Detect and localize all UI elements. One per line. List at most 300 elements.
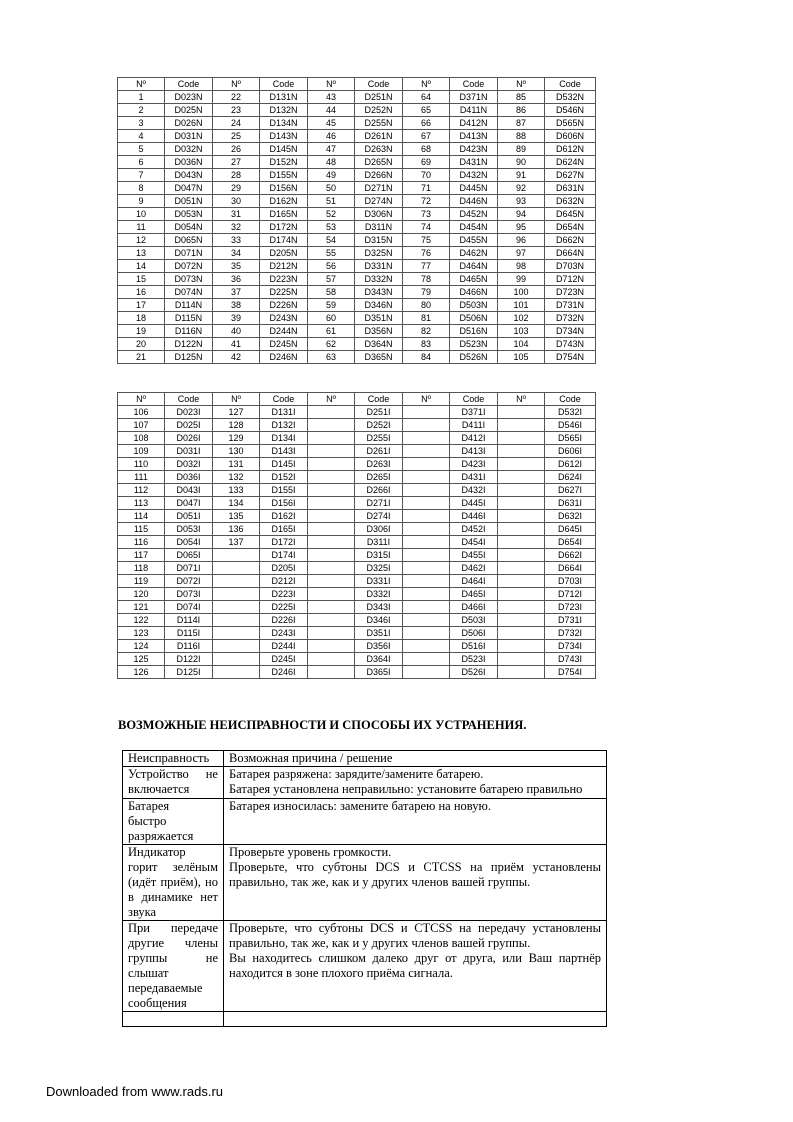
troubleshooting-empty-row xyxy=(123,1012,607,1027)
channel-number-cell: 116 xyxy=(118,536,165,549)
code-table-row xyxy=(118,273,596,286)
channel-number-cell: 34 xyxy=(213,247,260,260)
channel-number-cell: 21 xyxy=(118,351,165,364)
code-cell: D612I xyxy=(545,458,596,471)
channel-number-cell: 23 xyxy=(213,104,260,117)
channel-number-cell: 72 xyxy=(403,195,450,208)
channel-number-cell: 12 xyxy=(118,234,165,247)
channel-number-cell: 88 xyxy=(498,130,545,143)
code-cell: D134I xyxy=(260,432,308,445)
channel-number-cell xyxy=(498,471,545,484)
channel-number-cell: 5 xyxy=(118,143,165,156)
code-cell: D731N xyxy=(545,299,596,312)
number-header: Nº xyxy=(403,78,450,91)
code-cell: D122N xyxy=(165,338,213,351)
code-cell: D205I xyxy=(260,562,308,575)
channel-number-cell: 126 xyxy=(118,666,165,679)
code-header: Code xyxy=(165,393,213,406)
code-cell: D506N xyxy=(450,312,498,325)
code-cell: D274N xyxy=(355,195,403,208)
code-cell: D664I xyxy=(545,562,596,575)
code-table-row xyxy=(118,549,596,562)
channel-number-cell xyxy=(498,653,545,666)
code-table-row xyxy=(118,458,596,471)
empty-cell xyxy=(123,1012,224,1027)
channel-number-cell: 77 xyxy=(403,260,450,273)
code-table-row xyxy=(118,91,596,104)
troubleshooting-table xyxy=(122,750,607,1027)
channel-number-cell xyxy=(213,653,260,666)
code-cell: D023N xyxy=(165,91,213,104)
code-cell: D054I xyxy=(165,536,213,549)
code-table-row xyxy=(118,666,596,679)
code-cell: D025N xyxy=(165,104,213,117)
code-cell: D732N xyxy=(545,312,596,325)
code-table-row xyxy=(118,156,596,169)
code-cell: D431I xyxy=(450,471,498,484)
code-cell: D047N xyxy=(165,182,213,195)
channel-number-cell: 9 xyxy=(118,195,165,208)
code-cell: D462N xyxy=(450,247,498,260)
code-cell: D365I xyxy=(355,666,403,679)
code-header: Code xyxy=(450,393,498,406)
channel-number-cell: 60 xyxy=(308,312,355,325)
code-cell: D122I xyxy=(165,653,213,666)
channel-number-cell: 98 xyxy=(498,260,545,273)
code-cell: D346N xyxy=(355,299,403,312)
channel-number-cell xyxy=(308,666,355,679)
code-cell: D523N xyxy=(450,338,498,351)
channel-number-cell: 70 xyxy=(403,169,450,182)
code-cell: D532I xyxy=(545,406,596,419)
channel-number-cell: 16 xyxy=(118,286,165,299)
code-cell: D343N xyxy=(355,286,403,299)
code-cell: D445I xyxy=(450,497,498,510)
solution-text: Вы находитесь слишком далеко друг от друга, или Ваш партнёр находится в зоне плохого приёма сигнала. xyxy=(229,951,601,980)
code-cell: D152I xyxy=(260,471,308,484)
code-table-row xyxy=(118,351,596,364)
channel-number-cell xyxy=(403,601,450,614)
channel-number-cell xyxy=(403,445,450,458)
channel-number-cell: 103 xyxy=(498,325,545,338)
code-cell: D051I xyxy=(165,510,213,523)
code-cell: D223N xyxy=(260,273,308,286)
code-cell: D255I xyxy=(355,432,403,445)
channel-number-cell: 67 xyxy=(403,130,450,143)
channel-number-cell xyxy=(403,536,450,549)
problem-header: Неисправность xyxy=(123,751,224,767)
code-cell: D465N xyxy=(450,273,498,286)
code-cell: D032N xyxy=(165,143,213,156)
code-cell: D606I xyxy=(545,445,596,458)
channel-number-cell: 74 xyxy=(403,221,450,234)
code-cell: D631I xyxy=(545,497,596,510)
channel-number-cell: 122 xyxy=(118,614,165,627)
channel-number-cell: 58 xyxy=(308,286,355,299)
code-cell: D455I xyxy=(450,549,498,562)
code-cell: D172I xyxy=(260,536,308,549)
code-cell: D723N xyxy=(545,286,596,299)
channel-number-cell xyxy=(213,588,260,601)
solution-text: Проверьте, что субтоны DCS и CTCSS на приём установлены правильно, так же, как и у других членов вашей группы. xyxy=(229,860,601,889)
code-cell: D523I xyxy=(450,653,498,666)
channel-number-cell: 8 xyxy=(118,182,165,195)
code-cell: D743I xyxy=(545,653,596,666)
channel-number-cell xyxy=(308,458,355,471)
code-cell: D132N xyxy=(260,104,308,117)
code-cell: D205N xyxy=(260,247,308,260)
code-cell: D356I xyxy=(355,640,403,653)
channel-number-cell: 80 xyxy=(403,299,450,312)
channel-number-cell xyxy=(308,549,355,562)
channel-number-cell xyxy=(308,471,355,484)
channel-number-cell: 136 xyxy=(213,523,260,536)
channel-number-cell: 104 xyxy=(498,338,545,351)
code-cell: D125N xyxy=(165,351,213,364)
code-header: Code xyxy=(260,393,308,406)
solution-cell xyxy=(224,921,607,1012)
code-cell: D265I xyxy=(355,471,403,484)
code-cell: D266N xyxy=(355,169,403,182)
solution-header: Возможная причина / решение xyxy=(224,751,607,767)
code-cell: D365N xyxy=(355,351,403,364)
code-table-row xyxy=(118,299,596,312)
code-cell: D351I xyxy=(355,627,403,640)
code-cell: D612N xyxy=(545,143,596,156)
code-cell: D412I xyxy=(450,432,498,445)
channel-number-cell: 132 xyxy=(213,471,260,484)
channel-number-cell: 41 xyxy=(213,338,260,351)
channel-number-cell xyxy=(498,640,545,653)
code-cell: D071I xyxy=(165,562,213,575)
code-cell: D632N xyxy=(545,195,596,208)
code-cell: D134N xyxy=(260,117,308,130)
channel-number-cell: 33 xyxy=(213,234,260,247)
code-cell: D265N xyxy=(355,156,403,169)
code-cell: D174N xyxy=(260,234,308,247)
channel-number-cell: 95 xyxy=(498,221,545,234)
code-cell: D325N xyxy=(355,247,403,260)
code-cell: D263I xyxy=(355,458,403,471)
code-cell: D506I xyxy=(450,627,498,640)
code-cell: D031N xyxy=(165,130,213,143)
channel-number-cell: 124 xyxy=(118,640,165,653)
code-cell: D132I xyxy=(260,419,308,432)
troubleshooting-row xyxy=(123,767,607,799)
channel-number-cell: 50 xyxy=(308,182,355,195)
channel-number-cell: 1 xyxy=(118,91,165,104)
channel-number-cell: 68 xyxy=(403,143,450,156)
code-cell: D624N xyxy=(545,156,596,169)
code-cell: D311N xyxy=(355,221,403,234)
channel-number-cell: 87 xyxy=(498,117,545,130)
channel-number-cell xyxy=(403,614,450,627)
number-header: Nº xyxy=(118,78,165,91)
channel-number-cell xyxy=(403,484,450,497)
channel-number-cell: 86 xyxy=(498,104,545,117)
channel-number-cell: 128 xyxy=(213,419,260,432)
code-table-row xyxy=(118,169,596,182)
channel-number-cell: 90 xyxy=(498,156,545,169)
channel-number-cell: 47 xyxy=(308,143,355,156)
channel-number-cell xyxy=(308,432,355,445)
code-header: Code xyxy=(355,78,403,91)
channel-number-cell: 119 xyxy=(118,575,165,588)
channel-number-cell xyxy=(213,549,260,562)
channel-number-cell: 64 xyxy=(403,91,450,104)
code-cell: D703I xyxy=(545,575,596,588)
code-header: Code xyxy=(165,78,213,91)
code-cell: D245N xyxy=(260,338,308,351)
channel-number-cell xyxy=(498,497,545,510)
code-table-row xyxy=(118,627,596,640)
code-cell: D115I xyxy=(165,627,213,640)
code-cell: D565N xyxy=(545,117,596,130)
channel-number-cell xyxy=(308,627,355,640)
channel-number-cell: 40 xyxy=(213,325,260,338)
code-cell: D411N xyxy=(450,104,498,117)
code-cell: D032I xyxy=(165,458,213,471)
channel-number-cell: 20 xyxy=(118,338,165,351)
code-cell: D145I xyxy=(260,458,308,471)
code-table-row xyxy=(118,575,596,588)
code-cell: D261N xyxy=(355,130,403,143)
code-cell: D251I xyxy=(355,406,403,419)
channel-number-cell: 48 xyxy=(308,156,355,169)
code-cell: D212N xyxy=(260,260,308,273)
channel-number-cell: 108 xyxy=(118,432,165,445)
channel-number-cell: 52 xyxy=(308,208,355,221)
code-cell: D464I xyxy=(450,575,498,588)
code-table-row xyxy=(118,208,596,221)
code-table-row xyxy=(118,471,596,484)
code-cell: D732I xyxy=(545,627,596,640)
channel-number-cell: 62 xyxy=(308,338,355,351)
channel-number-cell xyxy=(498,458,545,471)
code-cell: D162N xyxy=(260,195,308,208)
channel-number-cell xyxy=(213,627,260,640)
code-cell: D412N xyxy=(450,117,498,130)
number-header: Nº xyxy=(213,78,260,91)
code-cell: D036I xyxy=(165,471,213,484)
channel-number-cell xyxy=(213,614,260,627)
channel-number-cell: 135 xyxy=(213,510,260,523)
code-cell: D432N xyxy=(450,169,498,182)
channel-number-cell: 15 xyxy=(118,273,165,286)
channel-number-cell xyxy=(498,419,545,432)
channel-number-cell: 89 xyxy=(498,143,545,156)
code-cell: D627I xyxy=(545,484,596,497)
solution-text: Батарея установлена неправильно: установите батарею правильно xyxy=(229,782,583,796)
code-cell: D116N xyxy=(165,325,213,338)
code-cell: D165N xyxy=(260,208,308,221)
channel-number-cell: 91 xyxy=(498,169,545,182)
code-table-row xyxy=(118,221,596,234)
code-cell: D431N xyxy=(450,156,498,169)
code-cell: D462I xyxy=(450,562,498,575)
problem-cell: Индикатор горит зелёным (идёт приём), но в динамике нет звука xyxy=(123,845,224,921)
channel-number-cell: 123 xyxy=(118,627,165,640)
channel-number-cell: 84 xyxy=(403,351,450,364)
channel-number-cell: 39 xyxy=(213,312,260,325)
empty-cell xyxy=(224,1012,607,1027)
code-cell: D731I xyxy=(545,614,596,627)
channel-number-cell: 61 xyxy=(308,325,355,338)
channel-number-cell: 83 xyxy=(403,338,450,351)
channel-number-cell: 18 xyxy=(118,312,165,325)
code-cell: D654I xyxy=(545,536,596,549)
channel-number-cell: 85 xyxy=(498,91,545,104)
channel-number-cell: 14 xyxy=(118,260,165,273)
code-table-row xyxy=(118,432,596,445)
solution-cell xyxy=(224,799,607,845)
channel-number-cell xyxy=(308,562,355,575)
code-cell: D423N xyxy=(450,143,498,156)
code-cell: D754I xyxy=(545,666,596,679)
code-cell: D155I xyxy=(260,484,308,497)
code-cell: D072I xyxy=(165,575,213,588)
code-cell: D662N xyxy=(545,234,596,247)
channel-number-cell xyxy=(498,484,545,497)
channel-number-cell xyxy=(498,614,545,627)
code-cell: D243I xyxy=(260,627,308,640)
channel-number-cell: 97 xyxy=(498,247,545,260)
channel-number-cell xyxy=(213,562,260,575)
code-cell: D252N xyxy=(355,104,403,117)
channel-number-cell: 19 xyxy=(118,325,165,338)
number-header: Nº xyxy=(308,78,355,91)
code-cell: D411I xyxy=(450,419,498,432)
code-cell: D266I xyxy=(355,484,403,497)
code-cell: D036N xyxy=(165,156,213,169)
channel-number-cell: 25 xyxy=(213,130,260,143)
channel-number-cell: 49 xyxy=(308,169,355,182)
troubleshooting-row xyxy=(123,799,607,845)
solution-text: Проверьте, что субтоны DCS и CTCSS на передачу установлены правильно, так же, как и у других членов вашей группы. xyxy=(229,921,601,950)
channel-number-cell xyxy=(308,640,355,653)
code-table-row xyxy=(118,601,596,614)
channel-number-cell: 75 xyxy=(403,234,450,247)
channel-number-cell: 38 xyxy=(213,299,260,312)
channel-number-cell xyxy=(403,627,450,640)
troubleshooting-heading: ВОЗМОЖНЫЕ НЕИСПРАВНОСТИ И СПОСОБЫ ИХ УСТРАНЕНИЯ. xyxy=(118,718,527,732)
channel-number-cell: 63 xyxy=(308,351,355,364)
code-cell: D251N xyxy=(355,91,403,104)
code-table-row xyxy=(118,445,596,458)
channel-number-cell: 111 xyxy=(118,471,165,484)
code-cell: D244N xyxy=(260,325,308,338)
channel-number-cell: 27 xyxy=(213,156,260,169)
code-cell: D532N xyxy=(545,91,596,104)
code-cell: D225N xyxy=(260,286,308,299)
channel-number-cell: 100 xyxy=(498,286,545,299)
channel-number-cell: 71 xyxy=(403,182,450,195)
channel-number-cell xyxy=(308,419,355,432)
channel-number-cell: 54 xyxy=(308,234,355,247)
code-cell: D125I xyxy=(165,666,213,679)
code-cell: D156I xyxy=(260,497,308,510)
channel-number-cell: 121 xyxy=(118,601,165,614)
channel-number-cell: 105 xyxy=(498,351,545,364)
code-cell: D271I xyxy=(355,497,403,510)
code-cell: D271N xyxy=(355,182,403,195)
code-cell: D454I xyxy=(450,536,498,549)
code-cell: D743N xyxy=(545,338,596,351)
channel-number-cell xyxy=(498,406,545,419)
code-cell: D503I xyxy=(450,614,498,627)
code-table-header-row xyxy=(118,78,596,91)
channel-number-cell xyxy=(308,653,355,666)
channel-number-cell xyxy=(308,497,355,510)
channel-number-cell: 110 xyxy=(118,458,165,471)
code-cell: D734I xyxy=(545,640,596,653)
code-cell: D131N xyxy=(260,91,308,104)
channel-number-cell: 125 xyxy=(118,653,165,666)
code-table-row xyxy=(118,130,596,143)
channel-number-cell: 53 xyxy=(308,221,355,234)
code-cell: D526N xyxy=(450,351,498,364)
code-cell: D331I xyxy=(355,575,403,588)
code-cell: D632I xyxy=(545,510,596,523)
code-cell: D432I xyxy=(450,484,498,497)
code-cell: D455N xyxy=(450,234,498,247)
channel-number-cell: 44 xyxy=(308,104,355,117)
problem-cell: Устройство не включается xyxy=(123,767,224,799)
code-table-row xyxy=(118,312,596,325)
channel-number-cell: 24 xyxy=(213,117,260,130)
code-cell: D325I xyxy=(355,562,403,575)
code-table-row xyxy=(118,325,596,338)
channel-number-cell: 31 xyxy=(213,208,260,221)
code-cell: D026I xyxy=(165,432,213,445)
channel-number-cell xyxy=(308,575,355,588)
code-cell: D332I xyxy=(355,588,403,601)
channel-number-cell: 73 xyxy=(403,208,450,221)
code-cell: D356N xyxy=(355,325,403,338)
channel-number-cell xyxy=(403,406,450,419)
channel-number-cell: 134 xyxy=(213,497,260,510)
channel-number-cell xyxy=(403,497,450,510)
code-table-row xyxy=(118,182,596,195)
channel-number-cell: 26 xyxy=(213,143,260,156)
code-header: Code xyxy=(450,78,498,91)
channel-number-cell: 28 xyxy=(213,169,260,182)
channel-number-cell xyxy=(213,575,260,588)
code-cell: D546I xyxy=(545,419,596,432)
code-cell: D072N xyxy=(165,260,213,273)
channel-number-cell: 92 xyxy=(498,182,545,195)
code-cell: D025I xyxy=(165,419,213,432)
code-table-header-row xyxy=(118,393,596,406)
channel-number-cell: 99 xyxy=(498,273,545,286)
code-cell: D065I xyxy=(165,549,213,562)
code-cell: D143N xyxy=(260,130,308,143)
code-cell: D466I xyxy=(450,601,498,614)
channel-number-cell: 57 xyxy=(308,273,355,286)
code-cell: D631N xyxy=(545,182,596,195)
channel-number-cell: 129 xyxy=(213,432,260,445)
number-header: Nº xyxy=(498,78,545,91)
code-cell: D306I xyxy=(355,523,403,536)
code-cell: D053I xyxy=(165,523,213,536)
code-cell: D516N xyxy=(450,325,498,338)
channel-number-cell xyxy=(403,549,450,562)
channel-number-cell: 109 xyxy=(118,445,165,458)
channel-number-cell xyxy=(403,653,450,666)
channel-number-cell: 102 xyxy=(498,312,545,325)
code-table-1 xyxy=(117,77,596,364)
channel-number-cell: 3 xyxy=(118,117,165,130)
